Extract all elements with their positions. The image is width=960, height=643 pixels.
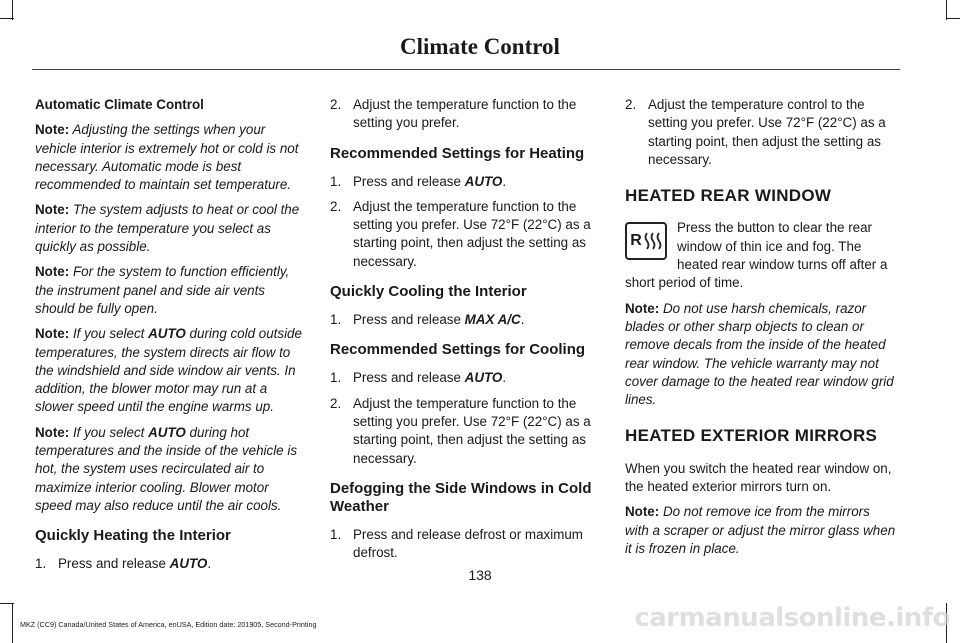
step-number: 1. [330, 526, 342, 542]
crop-mark [12, 603, 13, 643]
note-keyword: AUTO [148, 424, 186, 440]
paragraph-text: Press the button to clear the rear window of thin ice and fog. The heated rear window turns off after a short period of time. [625, 220, 888, 291]
list-item [330, 311, 602, 329]
crop-mark [946, 18, 960, 19]
note-label: Note: [35, 264, 70, 280]
step-text: . [207, 556, 212, 572]
note-label: Note: [35, 424, 70, 440]
paragraph: When you switch the heated rear window on, the heated exterior mirrors turn on. [625, 460, 892, 495]
note-text: The system adjusts to heat or cool the interior to the temperature you select as quickly as possible. [35, 202, 300, 255]
step-text: . [502, 370, 507, 386]
subsection-heading: Recommended Settings for Cooling [330, 341, 586, 359]
subsection-heading: Defogging the Side Windows in Cold Weather [330, 479, 592, 515]
step-number: 2. [330, 198, 342, 214]
heat-waves-icon [644, 231, 662, 251]
step-keyword: MAX A/C [464, 312, 521, 328]
step-keyword: AUTO [169, 556, 208, 572]
note [625, 503, 897, 558]
list-item [330, 96, 602, 133]
note-label: Note: [625, 300, 660, 316]
step-text: Press and release [353, 173, 465, 189]
step-number: 2. [330, 97, 342, 112]
icon-letter: R [630, 232, 642, 250]
list-item [330, 526, 602, 563]
step-text: . [520, 312, 525, 328]
step-text: Press and release [353, 370, 465, 386]
note-text: during cold outside temperatures, the system directs air flow to the windshield and side window air vents. In addition, the blower motor may run at a slower speed until the engine warms up. [35, 326, 302, 415]
step-text: Adjust the temperature function to the setting you prefer. Use 72°F (22°C) as a starting point, then adjust the setting as necessary. [353, 198, 591, 269]
note-text: Do not use harsh chemicals, razor blades or other sharp objects to clean or remove decals from the inside of the heated rear window. The vehicle warranty may not cover damage to the heated rear window grid lines. [625, 300, 894, 408]
note-text: Adjusting the settings when your vehicle interior is extremely hot or cold is not necessary. Automatic mode is best recommended to maintain set temperature. [35, 122, 299, 193]
step-number: 1. [35, 556, 47, 572]
note-text: If you select [69, 326, 149, 342]
subsection-heading: Quickly Heating the Interior [35, 527, 231, 545]
step-keyword: AUTO [464, 370, 503, 386]
column-right [625, 96, 897, 565]
crop-mark [0, 603, 14, 604]
step-number: 2. [625, 97, 637, 112]
note-keyword: AUTO [148, 326, 186, 342]
crop-mark [0, 18, 14, 19]
note [35, 121, 307, 194]
column-middle [330, 96, 602, 569]
page-title: Climate Control [400, 34, 560, 59]
list-item [330, 369, 602, 387]
section-heading: HEATED REAR WINDOW [625, 186, 832, 206]
subsection-heading: Recommended Settings for Heating [330, 144, 585, 162]
list-item [330, 173, 602, 191]
rear-defrost-icon [625, 222, 667, 260]
note [35, 424, 307, 515]
list-item [330, 395, 602, 468]
note-label: Note: [625, 504, 660, 520]
step-text: Adjust the temperature function to the setting you prefer. [353, 97, 577, 131]
edition-footer: MKZ (CC9) Canada/United States of America, enUSA, Edition date: 201905, Second-Printing [20, 620, 317, 629]
note [35, 263, 307, 318]
step-text: Press and release [58, 556, 170, 572]
crop-mark [12, 0, 13, 20]
crop-mark [946, 0, 947, 20]
step-keyword: AUTO [464, 173, 503, 189]
note-label: Note: [35, 122, 70, 138]
column-left [35, 96, 307, 581]
step-text: Press and release defrost or maximum defrost. [353, 526, 583, 561]
page-number: 138 [468, 567, 492, 583]
header-divider [32, 69, 900, 70]
note [625, 300, 897, 410]
step-number: 1. [330, 173, 342, 189]
section-heading: HEATED EXTERIOR MIRRORS [625, 426, 878, 446]
note-text: Do not remove ice from the mirrors with a scraper or adjust the mirror glass when it is frozen in place. [625, 504, 896, 556]
section-heading: Automatic Climate Control [35, 97, 204, 112]
note-label: Note: [35, 202, 70, 218]
list-item [625, 96, 897, 169]
note-label: Note: [35, 326, 70, 342]
step-text: Adjust the temperature control to the setting you prefer. Use 72°F (22°C) as a starting point, then adjust the setting as necessary. [648, 97, 886, 167]
list-item [330, 198, 602, 271]
note [35, 201, 307, 256]
note-text: If you select [69, 424, 149, 440]
step-text: . [502, 173, 507, 189]
paragraph [625, 219, 897, 292]
step-text: Press and release [353, 312, 465, 328]
step-number: 1. [330, 312, 342, 328]
step-number: 2. [330, 395, 342, 411]
note [35, 325, 307, 416]
step-text: Adjust the temperature function to the setting you prefer. Use 72°F (22°C) as a starting point, then adjust the setting as necessary. [353, 395, 591, 466]
watermark: carmanualsonline.info [634, 603, 950, 633]
step-number: 1. [330, 370, 342, 386]
subsection-heading: Quickly Cooling the Interior [330, 283, 527, 301]
note-text: For the system to function efficiently, the instrument panel and side air vents should be fully open. [35, 264, 290, 316]
note-text: during hot temperatures and the inside of the vehicle is hot, the system uses recirculated air to maximize interior cooling. Blower motor speed may also reduce until the air cools. [35, 424, 298, 513]
